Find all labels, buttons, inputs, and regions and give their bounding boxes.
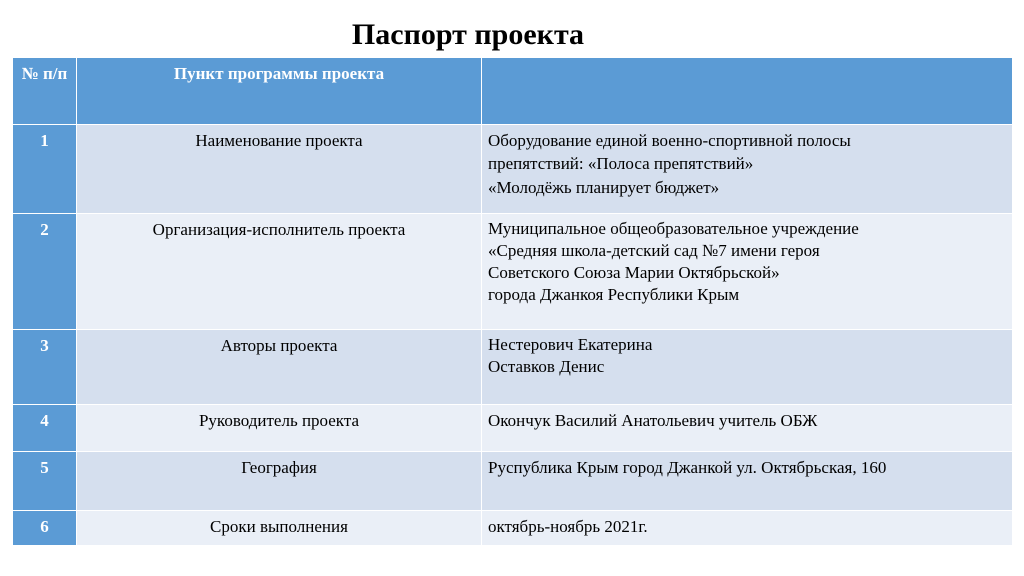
value-line: Муниципальное общеобразовательное учреждение [488, 219, 859, 238]
value-line: Нестерович Екатерина [488, 335, 653, 354]
row-value [482, 125, 1013, 214]
row-number: 5 [13, 452, 77, 511]
value-line: Окончук Василий Анатольевич учитель ОБЖ [488, 411, 818, 430]
header-value [482, 58, 1013, 125]
row-item: Руководитель проекта [77, 405, 482, 452]
table-row [13, 125, 1013, 214]
header-item: Пункт программы проекта [77, 58, 482, 125]
value-line: Оборудование единой военно-спортивной полосы [488, 131, 851, 150]
row-value [482, 214, 1013, 330]
value-line: города Джанкоя Республики Крым [488, 285, 740, 305]
value-line: препятствий: «Полоса препятствий» [488, 154, 754, 174]
project-passport-table [12, 57, 1013, 546]
header-number: № п/п [13, 58, 77, 125]
table-row [13, 214, 1013, 330]
row-number: 6 [13, 511, 77, 546]
row-number: 4 [13, 405, 77, 452]
row-number: 1 [13, 125, 77, 214]
table-header-row [13, 58, 1013, 125]
table-row [13, 511, 1013, 546]
row-number: 3 [13, 330, 77, 405]
row-value [482, 405, 1013, 452]
value-line: Оставков Денис [488, 357, 605, 377]
row-number: 2 [13, 214, 77, 330]
row-value [482, 330, 1013, 405]
table-row [13, 405, 1013, 452]
page-title: Паспорт проекта [351, 18, 585, 51]
row-item: География [77, 452, 482, 511]
value-line: Советского Союза Марии Октябрьской» [488, 263, 780, 283]
row-item: Наименование проекта [77, 125, 482, 214]
row-value [482, 452, 1013, 511]
table-row [13, 330, 1013, 405]
value-line: «Средняя школа-детский сад №7 имени героя [488, 241, 820, 261]
value-line: октябрь-ноябрь 2021г. [488, 517, 648, 536]
table-row [13, 452, 1013, 511]
value-line: Руспублика Крым город Джанкой ул. Октябрьская, 160 [488, 458, 887, 477]
row-item: Сроки выполнения [77, 511, 482, 546]
row-item: Организация-исполнитель проекта [77, 214, 482, 330]
row-item: Авторы проекта [77, 330, 482, 405]
value-line: «Молодёжь планирует бюджет» [488, 177, 720, 197]
row-value [482, 511, 1013, 546]
